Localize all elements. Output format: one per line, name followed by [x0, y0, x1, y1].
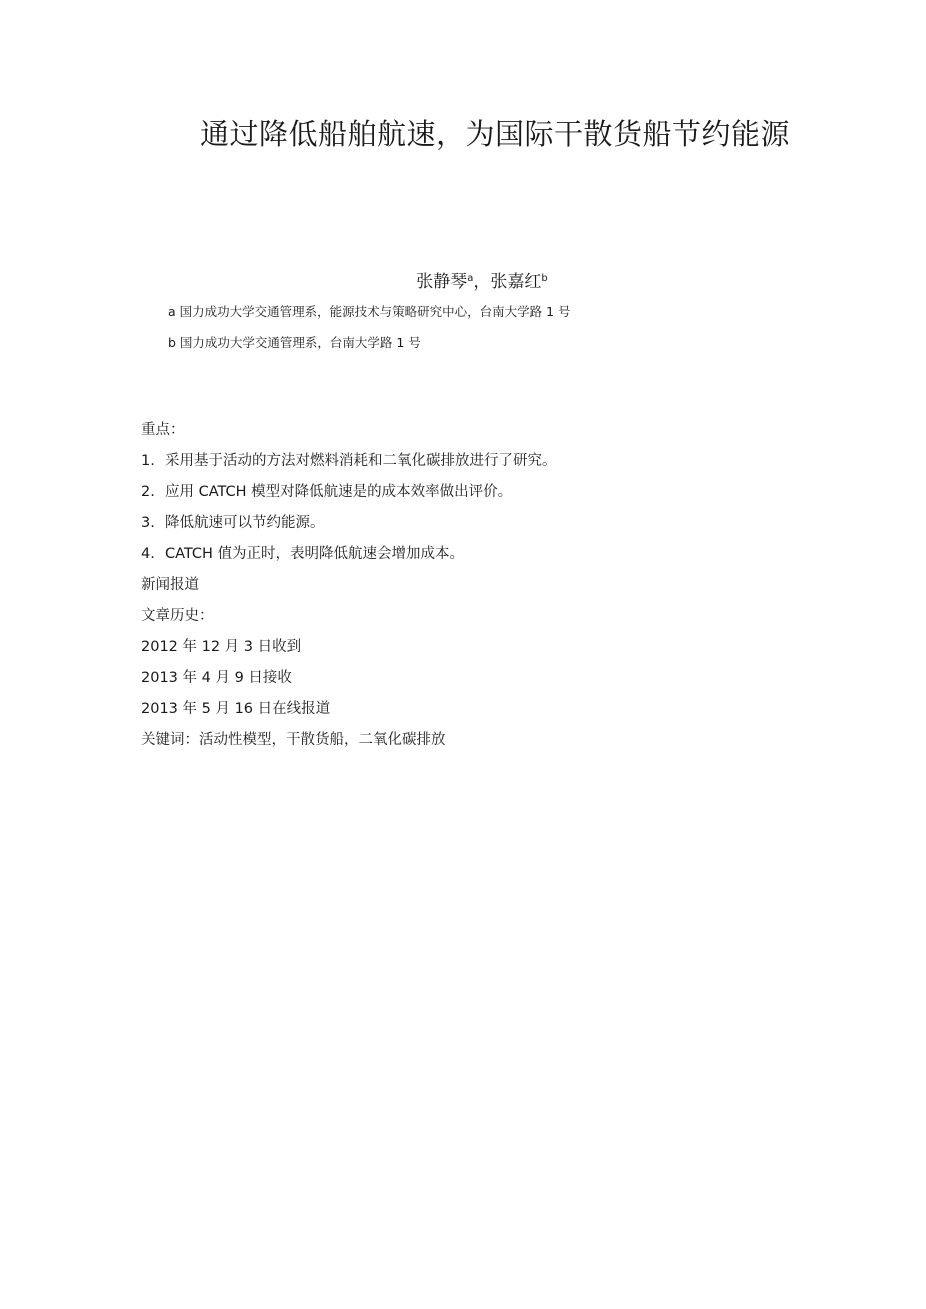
highlight-text: CATCH 值为正时，表明降低航速会增加成本。	[165, 546, 465, 562]
highlight-number: 2.	[141, 484, 155, 500]
news-label: 新闻报道	[141, 577, 199, 593]
affiliation-mark: b	[168, 335, 176, 350]
history-label: 文章历史：	[141, 608, 214, 624]
highlight-number: 4.	[141, 546, 155, 562]
author-line	[0, 266, 926, 295]
highlight-item	[141, 451, 557, 471]
author-name: 张静琴	[416, 272, 468, 292]
affiliation-b	[168, 334, 421, 352]
highlight-number: 1.	[141, 453, 155, 469]
history-accepted: 2013 年 4 月 9 日接收	[141, 670, 292, 686]
paper-title: 通过降低船舶航速，为国际干散货船节约能源	[199, 117, 790, 151]
affiliation-a	[168, 303, 571, 321]
highlight-text: 应用 CATCH 模型对降低航速是的成本效率做出评价。	[165, 484, 513, 500]
keywords-line: 关键词：活动性模型，干散货船，二氧化碳排放	[141, 732, 446, 748]
affiliation-mark: a	[168, 304, 176, 319]
highlight-item	[141, 513, 325, 533]
history-online: 2013 年 5 月 16 日在线报道	[141, 701, 331, 717]
history-received: 2012 年 12 月 3 日收到	[141, 639, 302, 655]
highlights-label: 重点：	[141, 422, 185, 438]
affiliation-text: 国力成功大学交通管理系，台南大学路 1 号	[179, 335, 421, 350]
highlight-item	[141, 544, 464, 564]
affiliation-text: 国力成功大学交通管理系，能源技术与策略研究中心，台南大学路 1 号	[179, 304, 571, 319]
highlight-text: 采用基于活动的方法对燃料消耗和二氧化碳排放进行了研究。	[165, 453, 557, 469]
highlight-text: 降低航速可以节约能源。	[165, 515, 325, 531]
highlight-item	[141, 482, 512, 502]
author-affil-mark: a	[467, 273, 474, 284]
author-separator: ，	[473, 272, 491, 292]
author-affil-mark: b	[541, 273, 548, 284]
author-name: 张嘉红	[490, 272, 542, 292]
highlight-number: 3.	[141, 515, 155, 531]
